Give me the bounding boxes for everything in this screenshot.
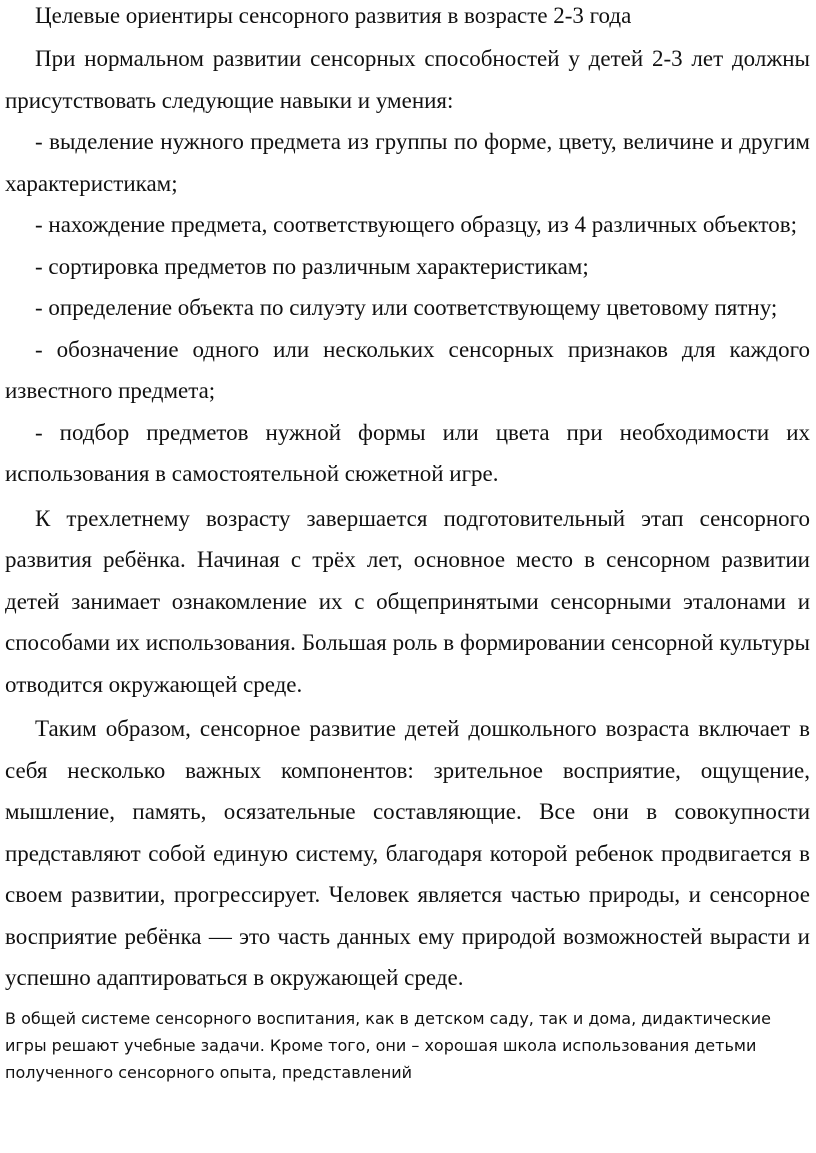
list-item: - обозначение одного или нескольких сенсорных признаков для каждого известного предмета; [5,336,810,403]
document-title: Целевые ориентиры сенсорного развития в возрасте 2-3 года [35,3,632,28]
list-item: - определение объекта по силуэту или соответствующему цветовому пятну; [35,295,778,320]
intro-paragraph: При нормальном развитии сенсорных способностей у детей 2-3 лет должны присутствовать следующие навыки и умения: [5,46,810,113]
list-item: - подбор предметов нужной формы или цвета при необходимости их использования в самостоятельной сюжетной игре. [5,419,810,486]
list-item: - сортировка предметов по различным характеристикам; [35,253,589,279]
body-paragraph: Таким образом, сенсорное развитие детей дошкольного возраста включает в себя несколько важных компонентов: зрительное восприятие, ощущение, мышление, память, осязательные составляющие. Все они в совокупности представляют собой единую систему, благодаря которой ребенок продвигается в своем развитии, прогрессирует. Человек является частью природы, и сенсорное восприятие ребёнка — это часть данных ему природой возможностей вырасти и успешно адаптироваться в окружающей среде. [5,716,810,990]
note-paragraph: В общей системе сенсорного воспитания, как в детском саду, так и дома, дидактические игры решают учебные задачи. Кроме того, они – хорошая школа использования детьми полученного сенсорного опыта, представлений [5,1008,771,1082]
list-item: - нахождение предмета, соответствующего образцу, из 4 различных объектов; [35,212,797,237]
body-paragraph: К трехлетнему возрасту завершается подготовительный этап сенсорного развития ребёнка. Начиная с трёх лет, основное место в сенсорном развитии детей занимает ознакомление их с общепринятыми сенсорными эталонами и способами их использования. Большая роль в формировании сенсорной культуры отводится окружающей среде. [5,505,810,697]
list-item: - выделение нужного предмета из группы по форме, цвету, величине и другим характеристикам; [5,129,810,196]
